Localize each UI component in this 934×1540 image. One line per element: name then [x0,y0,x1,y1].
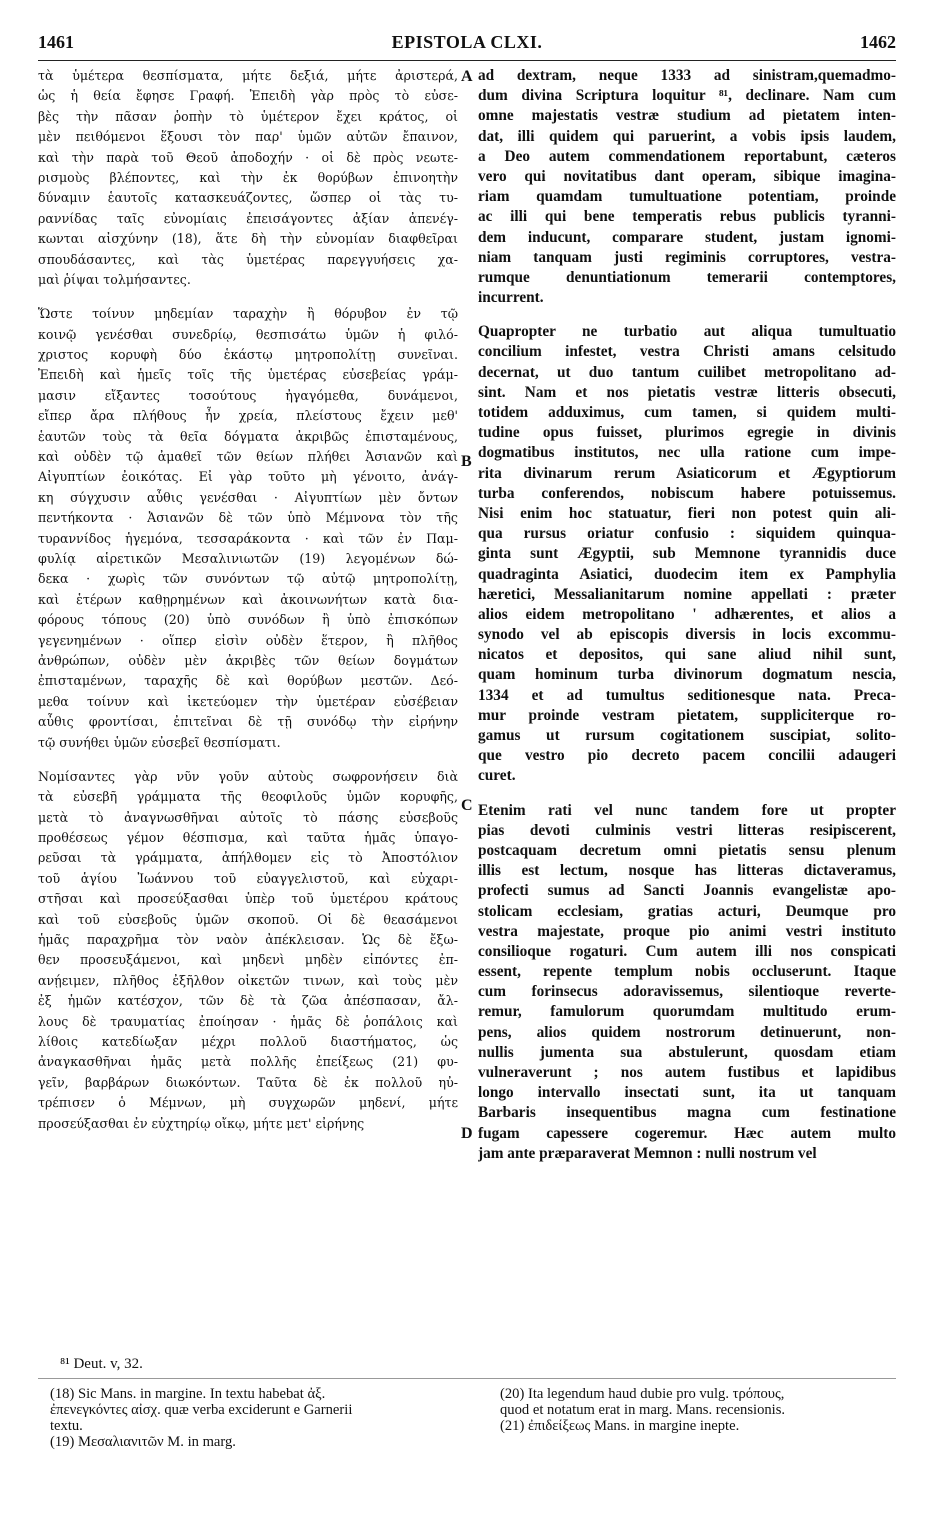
greek-text-line: μεθα τοίνυν καὶ ἱκετεύομεν τὴν ὑμετέραν εὐσέβειαν [38,693,458,709]
running-header [38,32,896,58]
latin-text-line: Quapropter ne turbatio aut aliqua tumultuatio [478,323,896,341]
header-rule [38,60,896,61]
greek-text-line: ρεῦσαι τὰ γράμματα, ἀπήλθομεν εἰς τὸ Ἀποστόλιον [38,850,458,866]
latin-paragraph [478,322,896,786]
latin-text-line: hæretici, Messalianitarum nomine appellati : præter [478,585,896,603]
greek-text-line: δεκα · χωρὶς τῶν συνόντων τῷ αὐτῷ μητροπολίτῃ, [38,571,458,587]
greek-text-line: ραννίδας ταῖς εὐνομίαις ἐπεισάγοντες ἀξίαν ἀπενέγ- [38,210,458,226]
greek-text-line: τὰ ὑμέτερα θεσπίσματα, μήτε δεξιά, μήτε ἀριστερά, [38,68,458,83]
latin-text-line: cum forinsecus adoravissemus, silentioque reverte- [478,983,896,1001]
greek-text-line: καὶ τὴν παρὰ τοῦ Θεοῦ ἀποδοχήν · οἱ δὲ πρὸς νεωτε- [38,149,458,165]
latin-text-line: dogmatibus institutos, nec ulla ratione cum impe- [478,444,896,462]
latin-column [478,66,896,1178]
latin-text-line: 1334 et ad tumultus seditionesque nata. Preca- [478,686,896,704]
latin-text-line: quadraginta Asiatici, duodecim item ex Pamphylia [478,565,896,583]
greek-text-line: χριστος κορυφὴ δύο ἑκάστῳ μητροπολίτῃ συνεῖναι. [38,347,458,363]
latin-text-line: a Deo autem commendationem reportabunt, cæteros [478,147,896,165]
footnote-line: (20) Ita legendum haud dubie pro vulg. τρόπους, [500,1386,785,1402]
greek-text-line: Ὥστε τοίνυν μηδεμίαν ταραχὴν ἢ θόρυβον ἐν τῷ [38,306,458,322]
footnotes-right [500,1386,896,1434]
margin-marker-b: B [461,453,472,470]
greek-text-line: Νομίσαντες γὰρ νῦν γοῦν αὐτοὺς σωφρονήσειν διὰ [38,768,458,784]
latin-paragraph [478,66,896,308]
greek-text-line: φόρους τόπους (20) ὑπὸ συνόδων ἢ ὑπὸ ἐπισκόπων [38,612,458,628]
latin-text-line: fugam capessere cogeremur. Hæc autem multo [478,1124,896,1142]
greek-text-line: ανῄειμεν, πλῆθος ἐξῆλθον οἰκετῶν τινων, καὶ τοὺς μὲν [38,972,458,988]
greek-text-line: προθέσεως γέμον θέσπισμα, καὶ ταῦτα ἡμᾶς ὑπαγο- [38,830,458,846]
latin-text-line: postcaquam decretum omni pietatis sensu plenum [478,841,896,859]
latin-text-line: niam tanquam justi regiminis corruptores, vestra- [478,248,896,266]
latin-text-line: pens, alios quidem nostrorum detinuerunt, non- [478,1023,896,1041]
greek-text-line: τυραννίδος ἡγεμόνα, τεσσαράκοντα · καὶ τῶν ἐν Παμ- [38,530,458,546]
latin-text-line: stolicam ecclesiam, gratias acturi, Deumque pro [478,902,896,920]
greek-text-line: ἀναγκασθῆναι ἡμᾶς μετὰ πολλῆς ἐπείξεως (21) φυ- [38,1054,458,1070]
footnote-rule [38,1378,896,1379]
greek-text-line: μασιν εἴξαντες τοσούτους ἠγαγόμεθα, δυνάμενοι, [38,387,458,403]
footnote-line: quod et notatum erat in marg. Mans. recensionis. [500,1402,786,1418]
latin-text-line: consilioque rogaturi. Cum autem illi nos conspicati [478,942,896,960]
latin-text-line: profecti sumus ad Sancti Joannis evangelistæ apo- [478,882,896,900]
greek-text-line: τρέπισεν ὁ Μέμνων, μὴ συγχωρῶν μηδενί, μήτε [38,1095,458,1111]
latin-text-line: dat, illi quidem qui paruerint, a vobis ipsis laudem, [478,127,896,145]
greek-column [38,66,458,1148]
greek-text-line: ἐπισταμένων, ταραχῆς δὲ καὶ θορύβων μεστῶν. Δεό- [38,673,458,689]
latin-text-line: turba conferendos, nobiscum habere potuissemus. [478,484,896,502]
latin-text-line: omne majestatis vestræ studium ad pietatem inten- [478,107,896,125]
greek-text-line: τῷ συνήθει ὑμῶν εὐσεβεῖ θεσπίσματι. [38,734,281,750]
running-title: EPISTOLA CLXI. [391,32,543,52]
greek-text-line: πεντήκοντα · Ἀσιανῶν δὲ τῶν ὑπὸ Μέμνονα τὸν τῆς [38,510,458,526]
latin-text-line: Barbaris insequentibus magna cum festinatione [478,1104,896,1122]
latin-text-line: alios eidem metropolitano ' adhærentes, et alios a [478,605,896,623]
margin-marker-a: A [461,68,473,85]
footnote-line: (18) Sic Mans. in margine. In textu habebat ἀξ. [50,1386,326,1402]
greek-text-line: μὲν πειθόμενοι ἕξουσι τὸν παρ' ὑμῶν αὐτῶν ἔπαινον, [38,129,458,145]
greek-text-line: γεγενημένων · οἵπερ εἰσὶν οὐδὲν ἕτερον, ἢ πλῆθος [38,632,458,648]
latin-text-line: quam hominum turba divinorum dogmatum nescia, [478,666,896,684]
greek-text-line: καὶ οὐδὲν τῷ ἀμαθεῖ τῶν θείων πλήθει Ἀσιανῶν καὶ [38,449,458,465]
latin-text-line: ad dextram, neque 1333 ad sinistram,quemadmo- [478,67,896,84]
latin-text-line: pias devoti culminis vestri litteras resipiscerent, [478,821,896,839]
latin-text-line: nullis jumenta sua abstulerunt, quosdam etiam [478,1043,896,1061]
latin-text-line: incurrent. [478,289,544,307]
greek-paragraph [38,767,458,1134]
greek-text-line: σπουδάσαντες, καὶ τὰς ὑμετέρας παρεγγυήσεις χα- [38,251,458,267]
greek-text-line: μαὶ ῥίψαι τολμήσαντες. [38,271,191,287]
latin-text-line: rita divinarum rerum Asiaticorum et Ægyptiorum [478,464,896,482]
latin-text-line: riam quamdam tumultuatione potentiam, proinde [478,188,896,206]
greek-text-line: μετὰ τὸ ἀναγνωσθῆναι αὐτοῖς τὸ πάσης εὐσεβοῦς [38,809,458,825]
latin-text-line: ac illi qui bene temperatis rebus publicis tyranni- [478,208,896,226]
footnotes-left [50,1386,460,1450]
greek-paragraph [38,66,458,290]
greek-text-line: προσεύξασθαι ἐν εὐχτηρίῳ οἴκῳ, μήτε μετ' εἰρήνης [38,1115,365,1131]
latin-text-line: jam ante præparaverat Memnon : nulli nostrum vel [478,1144,817,1162]
latin-text-line: concilium infestet, vestra Christi amans celsitudo [478,343,896,361]
greek-text-line: δύναμιν ἑαυτοῖς κατασκευάζοντες, ὥσπερ οἱ τὰς τυ- [38,190,458,206]
greek-paragraph [38,304,458,753]
greek-text-line: βὲς τὴν πᾶσαν ῥοπὴν τὸ ὑμέτερον ἔχει κράτος, οἱ [38,108,458,124]
scripture-footnote: ⁸¹ Deut. v, 32. [60,1356,143,1372]
latin-text-line: que vestro pio decreto pacem concilii adaugeri [478,747,896,765]
greek-text-line: εἴπερ ἄρα πλήθους ἦν χρεία, πλείστους ἔχειν μεθ' [38,408,458,424]
greek-text-line: ὡς ἡ θεία ἔφησε Γραφή. Ἐπειδὴ γὰρ πρὸς τὸ εὐσε- [38,88,458,104]
latin-text-line: nicatos et depositos, qui sane aliud nihil sunt, [478,646,896,664]
latin-text-line: vulneraverunt ; nos autem fustibus et lapidibus [478,1064,896,1081]
latin-paragraph [478,801,896,1164]
greek-text-line: Ἐπειδὴ καὶ ἡμεῖς τοῖς τῆς ὑμετέρας εὐσεβείας γράμ- [38,367,458,383]
greek-text-line: θεν προσευξάμενοι, καὶ μηδενὶ μηδὲν εἰπόντες ἐπ- [38,952,458,968]
latin-text-line: totidem adduximus, cum tamen, si quidem multi- [478,404,896,421]
margin-marker-c: C [461,797,473,814]
greek-text-line: ἐξ ἡμῶν κατέσχον, τῶν δὲ τὰ ζῶα ἀπέσπασαν, ἄλ- [38,993,458,1009]
greek-text-line: κωνται αἰσχύνην (18), ἅτε δὴ τὴν εὐνομίαν διαφθεῖραι [38,231,458,247]
page-number-left: 1461 [38,32,74,52]
footnote-line: textu. [50,1418,83,1434]
greek-text-line: στῆσαι καὶ προσεύξασθαι ὑπὲρ τοῦ ὑμετέρου κράτους [38,891,458,907]
greek-text-line: ἀνθρώπων, οὐδὲν μὲν ἀκριβὲς τῶν θείων δογμάτων [38,652,458,668]
latin-text-line: ginta sunt Ægyptii, sub Memnone tyrannidis duce [478,545,896,563]
margin-marker-d: D [461,1125,473,1142]
latin-text-line: decernat, ut duo tantum cuilibet metropolitano ad- [478,363,896,381]
greek-text-line: ἑαυτῶν τοὺς τὰ θεῖα δόγματα ἀκριβῶς ἐπισταμένους, [38,428,458,444]
latin-text-line: sint. Nam et nos pietatis vestræ litteris obsecuti, [478,383,896,401]
latin-text-line: remur, famulorum quorumdam multitudo erum- [478,1003,896,1021]
greek-text-line: γεῖν, βαρβάρων διωκόντων. Ταῦτα δὲ ἐκ πολλοῦ ηὐ- [38,1074,458,1090]
greek-text-line: καὶ τοῦ εὐσεβοῦς ὑμῶν σκοποῦ. Οἱ δὲ θεασάμενοι [38,911,458,927]
latin-text-line: qua rursus oriatur confusio : siquidem quinqua- [478,525,896,543]
greek-text-line: τὰ εὐσεβῆ γράμματα τῆς θεοφιλοῦς ὑμῶν κορυφῆς, [38,789,458,805]
latin-text-line: essent, repente templum nobis occluserunt. Itaque [478,963,896,981]
latin-text-line: mur proinde vestram pietatem, suppliciterque ro- [478,706,896,724]
latin-text-line: curet. [478,767,516,785]
greek-text-line: καὶ ἑτέρων καθῃρημένων καὶ ἀκοινωνήτων κατὰ δια- [38,591,458,607]
latin-text-line: gamus ut rursum cogitationem suscipiat, solito- [478,727,896,744]
greek-text-line: κοινῷ γενέσθαι συνεδρίῳ, θεσπισάτω ὑμῶν ἡ φιλό- [38,326,458,342]
greek-text-line: αὖθις φροντίσαι, ἐπιτεῖναι δὲ τῇ συνόδῳ τὴν εἰρήνην [38,714,458,730]
latin-text-line: synodo vel ab episcopis diversis in locis excommu- [478,626,896,644]
latin-text-line: Nisi enim hoc statuatur, fieri non potest quin ali- [478,504,896,522]
greek-text-line: Αἰγυπτίων ἐοικότας. Εἰ γὰρ τοῦτο μὴ γένοιτο, ἀνάγ- [38,469,458,485]
latin-text-line: rumque denuntiationum temerarii contemptores, [478,268,896,286]
latin-text-line: tudine opus fuisset, plurimos egregie in divinis [478,424,896,442]
greek-text-line: λίθοις κατεδίωξαν μέχρι πολλοῦ διαστήματος, ὡς [38,1033,458,1049]
latin-text-line: vero qui novitatibus dant operam, sibique imagina- [478,167,896,185]
greek-text-line: κη σύγχυσιν αὖθις γενέσθαι · Αἰγυπτίων μὲν ὄντων [38,489,458,505]
footnote-line: (21) ἐπιδείξεως Mans. in margine inepte. [500,1418,740,1434]
latin-text-line: illis est lectum, nosque has litteras dictaveramus, [478,862,896,880]
greek-text-line: φυλίᾳ αἱρετικῶν Μεσαλινιωτῶν (19) λεγομένων δώ- [38,550,458,566]
latin-text-line: dum divina Scriptura loquitur ⁸¹, declinare. Nam cum [478,87,896,105]
latin-text-line: Etenim rati vel nunc tandem fore ut propter [478,801,896,819]
footnote-line: (19) Μεσαλιανιτῶν M. in marg. [50,1434,236,1450]
latin-text-line: dem inducunt, comparare student, justam ignomi- [478,228,896,246]
latin-text-line: vestra majestate, proque pio animi vestri instituto [478,922,896,940]
latin-text-line: longo intervallo insectati sunt, ita ut tanquam [478,1084,896,1102]
page-number-right: 1462 [860,32,896,52]
greek-text-line: λους δὲ τραυματίας ἐποίησαν · ἡμᾶς δὲ ῥοπάλοις καὶ [38,1013,458,1029]
footnote-line: ἐπενεγκόντες αἰσχ. quæ verba exciderunt e Garnerii [50,1402,353,1418]
greek-text-line: τοῦ ἁγίου Ἰωάννου τοῦ εὐαγγελιστοῦ, καὶ εὐχαρι- [38,870,458,886]
greek-text-line: ἡμᾶς παραχρῆμα τὸν ναὸν ἀπέκλεισαν. Ὡς δὲ ἔξω- [38,932,458,948]
greek-text-line: ρισμοὺς βλέποντες, καὶ τὴν ἐκ θορύβων ἐπινοητὴν [38,169,458,185]
